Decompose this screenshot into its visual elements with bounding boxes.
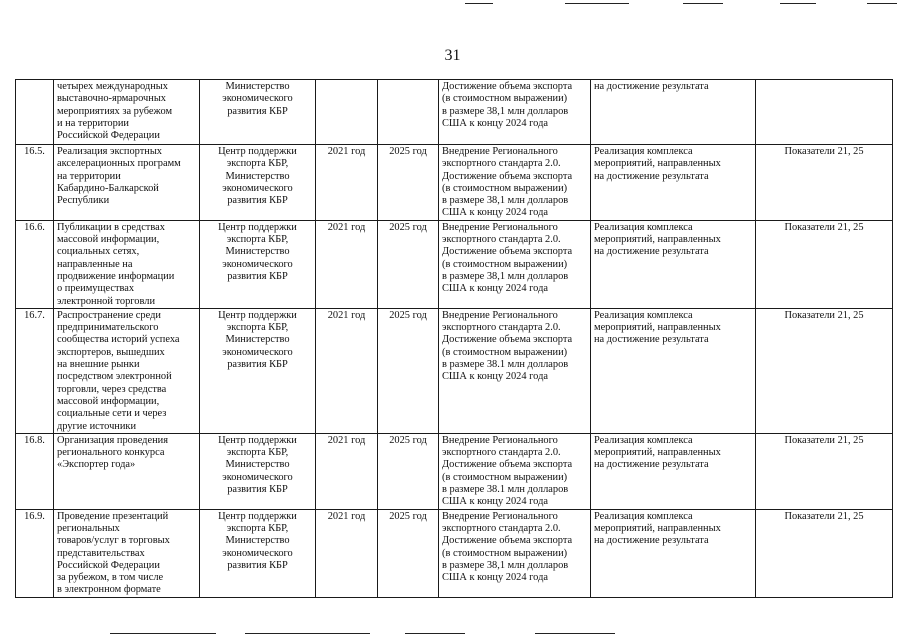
executor-line: Центр поддержки	[218, 510, 297, 522]
event-line: Публикации в средствах	[57, 221, 165, 233]
expected-result-line: США к концу 2024 года	[442, 283, 548, 295]
start-year-cell: 2021 год	[316, 509, 378, 597]
event-line: «Экспортер года»	[57, 459, 136, 471]
result-link-line: мероприятий, направленных	[594, 158, 721, 170]
event-line: региональных	[57, 522, 120, 534]
expected-result-cell	[439, 433, 591, 509]
start-year-cell: 2021 год	[316, 308, 378, 433]
result-link-line: мероприятий, направленных	[594, 322, 721, 334]
indicators-cell: Показатели 21, 25	[756, 509, 893, 597]
event-cell	[54, 80, 200, 145]
executor-line: развития КБР	[227, 270, 288, 282]
executor-line: развития КБР	[227, 195, 288, 207]
event-line: на территории	[57, 170, 121, 182]
page-number: 31	[444, 47, 461, 64]
event-line: о преимуществах	[57, 283, 135, 295]
executor-line: экономического	[222, 258, 293, 270]
event-line: продвижение информации	[57, 270, 175, 282]
end-year-cell: 2025 год	[378, 509, 439, 597]
expected-result-cell	[439, 145, 591, 221]
expected-result-line: в размере 38.1 млн долларов	[442, 359, 569, 371]
start-year-cell: 2021 год	[316, 145, 378, 221]
executor-line: экспорта КБР,	[226, 158, 289, 170]
executor-line: экономического	[222, 471, 293, 483]
result-link-line: на достижение результата	[594, 535, 709, 547]
result-link-line: Реализация комплекса	[594, 221, 693, 233]
executor-cell	[200, 308, 316, 433]
event-cell	[54, 509, 200, 597]
expected-result-line: (в стоимостном выражении)	[442, 346, 568, 358]
executor-line: экономического	[222, 93, 293, 105]
executor-cell	[200, 145, 316, 221]
event-line: социальные сети и через	[57, 408, 167, 420]
event-line: Распространение среди	[57, 309, 161, 321]
executor-cell	[200, 220, 316, 308]
expected-result-line: в размере 38,1 млн долларов	[442, 195, 569, 207]
result-link-cell	[591, 308, 756, 433]
executor-line: экономического	[222, 182, 293, 194]
event-line: экспортеров, вышедших	[57, 346, 165, 358]
event-line: за рубежом, в том числе	[57, 572, 164, 584]
indicators-cell: Показатели 21, 25	[756, 145, 893, 221]
expected-result-line: Достижение объема экспорта	[442, 246, 573, 258]
table-row	[16, 433, 893, 509]
result-link-line: мероприятий, направленных	[594, 234, 721, 246]
result-link-line: мероприятий, направленных	[594, 522, 721, 534]
event-cell	[54, 433, 200, 509]
expected-result-line: экспортного стандарта 2.0.	[442, 522, 561, 534]
event-line: Проведение презентаций	[57, 510, 169, 522]
event-line: акселерационных программ	[57, 158, 181, 170]
expected-result-cell	[439, 308, 591, 433]
executor-line: развития КБР	[227, 559, 288, 571]
event-cell	[54, 308, 200, 433]
result-link-cell	[591, 80, 756, 145]
event-line: социальных сетях,	[57, 246, 140, 258]
event-line: четырех международных	[57, 81, 168, 92]
event-line: сообщества историй успеха	[57, 334, 180, 346]
row-number	[16, 80, 54, 145]
expected-result-cell	[439, 220, 591, 308]
executor-line: Центр поддержки	[218, 221, 297, 233]
result-link-line: на достижение результата	[594, 246, 709, 258]
expected-result-line: Достижение объема экспорта	[442, 535, 573, 547]
executor-line: Центр поддержки	[218, 434, 297, 446]
event-line: массовой информации,	[57, 234, 160, 246]
event-line: торговли, через средства	[57, 383, 167, 395]
expected-result-line: США к концу 2024 года	[442, 572, 548, 584]
expected-result-line: Достижение объема экспорта	[442, 170, 573, 182]
expected-result-line: (в стоимостном выражении)	[442, 547, 568, 559]
indicators-cell	[756, 80, 893, 145]
event-line: выставочно-ярмарочных	[57, 93, 166, 105]
executor-cell	[200, 433, 316, 509]
expected-result-line: США к концу 2024 года	[442, 117, 548, 129]
row-number: 16.6.	[16, 220, 54, 308]
expected-result-line: в размере 38.1 млн долларов	[442, 484, 569, 496]
executor-line: Министерство	[225, 246, 290, 258]
result-link-line: Реализация комплекса	[594, 309, 693, 321]
row-number: 16.8.	[16, 433, 54, 509]
event-line: регионального конкурса	[57, 447, 165, 459]
event-line: Республики	[57, 195, 110, 207]
expected-result-line: в размере 38,1 млн долларов	[442, 559, 569, 571]
event-line: и на территории	[57, 117, 129, 129]
row-number: 16.9.	[16, 509, 54, 597]
bottom-rule-4	[535, 633, 615, 634]
expected-result-line: (в стоимостном выражении)	[442, 182, 568, 194]
expected-result-line: экспортного стандарта 2.0.	[442, 158, 561, 170]
row-number: 16.5.	[16, 145, 54, 221]
table-row	[16, 308, 893, 433]
event-line: в электронном формате	[57, 584, 161, 596]
expected-result-cell	[439, 509, 591, 597]
expected-result-line: экспортного стандарта 2.0.	[442, 447, 561, 459]
event-line: мероприятиях за рубежом	[57, 105, 173, 117]
event-line: Организация проведения	[57, 434, 168, 446]
expected-result-line: США к концу 2024 года	[442, 207, 548, 219]
executor-line: развития КБР	[227, 105, 288, 117]
table-row	[16, 509, 893, 597]
expected-result-cell	[439, 80, 591, 145]
executor-line: экспорта КБР,	[226, 447, 289, 459]
event-cell	[54, 145, 200, 221]
table-row	[16, 220, 893, 308]
executor-line: развития КБР	[227, 359, 288, 371]
executor-line: Министерство	[225, 459, 290, 471]
executor-cell	[200, 80, 316, 145]
result-link-line: Реализация комплекса	[594, 510, 693, 522]
indicators-cell: Показатели 21, 25	[756, 433, 893, 509]
event-line: Российской Федерации	[57, 130, 160, 142]
event-line: представительствах	[57, 547, 145, 559]
executor-line: Министерство	[225, 81, 290, 92]
start-year-cell: 2021 год	[316, 433, 378, 509]
measures-table	[15, 79, 893, 598]
event-line: товаров/услуг в торговых	[57, 535, 170, 547]
expected-result-line: (в стоимостном выражении)	[442, 471, 568, 483]
expected-result-line: Внедрение Регионального	[442, 434, 558, 446]
executor-line: Центр поддержки	[218, 309, 297, 321]
result-link-line: на достижение результата	[594, 170, 709, 182]
expected-result-line: Внедрение Регионального	[442, 146, 558, 157]
row-number: 16.7.	[16, 308, 54, 433]
indicators-cell: Показатели 21, 25	[756, 308, 893, 433]
start-year-cell	[316, 80, 378, 145]
top-rule-4	[780, 3, 816, 4]
event-line: Российской Федерации	[57, 559, 160, 571]
executor-line: Министерство	[225, 334, 290, 346]
executor-line: Центр поддержки	[218, 146, 297, 157]
expected-result-line: экспортного стандарта 2.0.	[442, 322, 561, 334]
executor-line: экономического	[222, 547, 293, 559]
expected-result-line: США к концу 2024 года	[442, 371, 548, 383]
executor-line: Министерство	[225, 535, 290, 547]
expected-result-line: Внедрение Регионального	[442, 221, 558, 233]
result-link-line: Реализация комплекса	[594, 146, 693, 157]
end-year-cell: 2025 год	[378, 220, 439, 308]
event-line: направленные на	[57, 258, 133, 270]
event-line: электронной торговли	[57, 295, 156, 307]
result-link-cell	[591, 145, 756, 221]
expected-result-line: Внедрение Регионального	[442, 510, 558, 522]
top-rule-5	[867, 3, 897, 4]
executor-line: экспорта КБР,	[226, 522, 289, 534]
bottom-rule-2	[245, 633, 370, 634]
top-rule-1	[465, 3, 493, 4]
expected-result-line: Внедрение Регионального	[442, 309, 558, 321]
event-line: на внешние рынки	[57, 359, 140, 371]
table-row	[16, 80, 893, 145]
bottom-rule-1	[110, 633, 216, 634]
expected-result-line: (в стоимостном выражении)	[442, 258, 568, 270]
result-link-cell	[591, 220, 756, 308]
end-year-cell	[378, 80, 439, 145]
expected-result-line: США к концу 2024 года	[442, 496, 548, 508]
result-link-cell	[591, 433, 756, 509]
expected-result-line: экспортного стандарта 2.0.	[442, 234, 561, 246]
executor-line: экспорта КБР,	[226, 234, 289, 246]
expected-result-line: в размере 38,1 млн долларов	[442, 270, 569, 282]
event-line: посредством электронной	[57, 371, 172, 383]
result-link-line: мероприятий, направленных	[594, 447, 721, 459]
start-year-cell: 2021 год	[316, 220, 378, 308]
end-year-cell: 2025 год	[378, 145, 439, 221]
result-link-cell	[591, 509, 756, 597]
event-line: другие источники	[57, 420, 137, 432]
indicators-cell: Показатели 21, 25	[756, 220, 893, 308]
table-row	[16, 145, 893, 221]
expected-result-line: Достижение объема экспорта	[442, 334, 573, 346]
expected-result-line: (в стоимостном выражении)	[442, 93, 568, 105]
executor-line: Министерство	[225, 170, 290, 182]
top-rule-2	[565, 3, 629, 4]
executor-line: экспорта КБР,	[226, 322, 289, 334]
executor-cell	[200, 509, 316, 597]
event-line: предпринимательского	[57, 322, 159, 334]
event-line: массовой информации,	[57, 395, 160, 407]
executor-line: экономического	[222, 346, 293, 358]
event-line: Кабардино-Балкарской	[57, 182, 159, 194]
end-year-cell: 2025 год	[378, 433, 439, 509]
executor-line: развития КБР	[227, 484, 288, 496]
expected-result-line: в размере 38,1 млн долларов	[442, 105, 569, 117]
end-year-cell: 2025 год	[378, 308, 439, 433]
bottom-rule-3	[405, 633, 465, 634]
event-line: Реализация экспортных	[57, 146, 162, 157]
result-link-line: на достижение результата	[594, 459, 709, 471]
event-cell	[54, 220, 200, 308]
expected-result-line: Достижение объема экспорта	[442, 459, 573, 471]
expected-result-line: Достижение объема экспорта	[442, 81, 573, 92]
top-rule-3	[683, 3, 723, 4]
result-link-line: Реализация комплекса	[594, 434, 693, 446]
result-link-line: на достижение результата	[594, 334, 709, 346]
result-link-line: на достижение результата	[594, 81, 709, 92]
